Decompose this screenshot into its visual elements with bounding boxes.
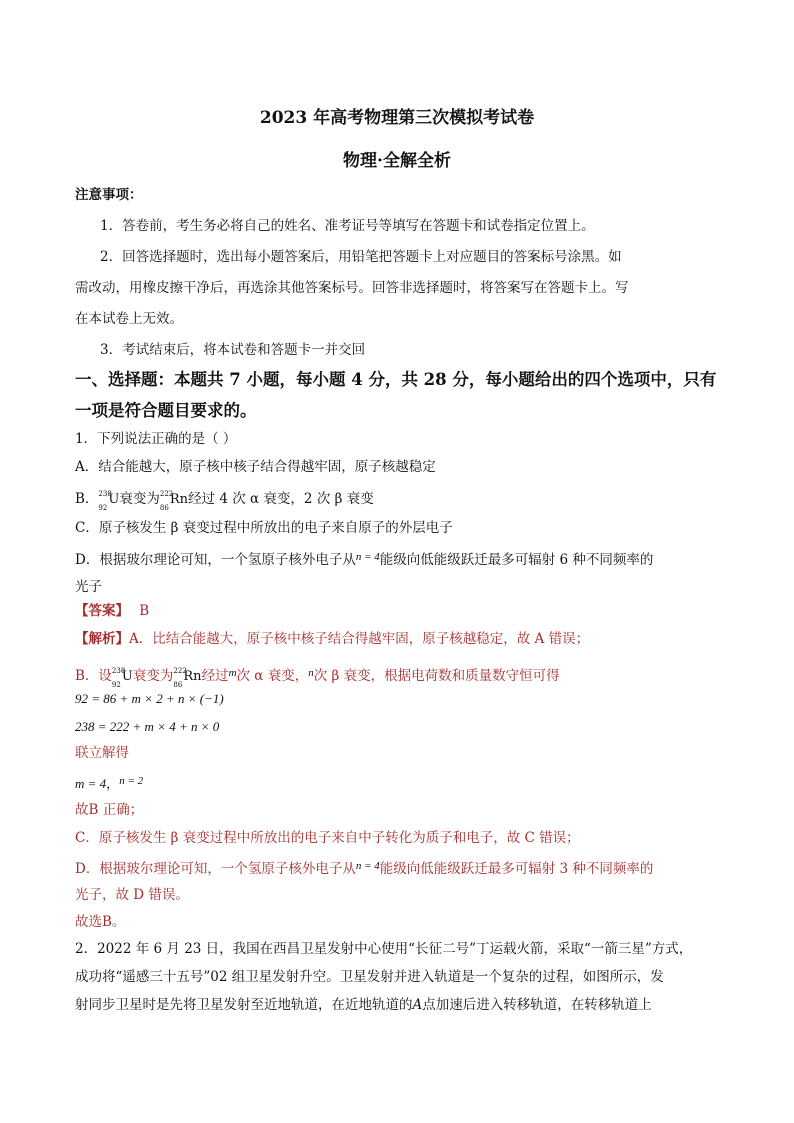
- analysis-a-text: A．比结合能越大，原子核中核子结合得越牢固，原子核越稳定，故 A 错误；: [129, 631, 590, 647]
- analysis-b-part3: 次 β 衰变，根据电荷数和质量数守恒可得: [313, 668, 560, 684]
- radon-charge-number-2: 86: [173, 681, 183, 689]
- section-heading-line-2: 一项是符合题目要求的。: [75, 401, 257, 420]
- equation-mass: 238 = 222 + m × 4 + n × 0: [75, 719, 220, 734]
- final-choice: 故选B。: [75, 914, 126, 930]
- analysis-b-conclusion: 故B 正确；: [75, 802, 144, 818]
- uranium-nuclide: [98, 490, 120, 512]
- question-1-option-c: C．原子核发生 β 衰变过程中所放出的电子来自原子的外层电子: [75, 520, 453, 536]
- uranium-mass-number: 238: [98, 490, 112, 498]
- question-2-line-2: 成功将“遥感三十五号”02 组卫星发射升空。卫星发射并进入轨道是一个复杂的过程，如图所示，发: [75, 969, 664, 985]
- radon-mass-number-2: 222: [173, 667, 187, 675]
- option-d-suffix: 能级向低能级跃迁最多可辐射 6 种不同频率的: [379, 552, 654, 568]
- equation-charge: 92 = 86 + m × 2 + n × (−1): [75, 691, 224, 706]
- analysis-d-prefix: D．根据玻尔理论可知，一个氢原子核外电子从: [75, 861, 356, 877]
- analysis-b: [75, 664, 560, 689]
- radon-symbol-2: Rn: [183, 669, 202, 684]
- n-equals-4: n = 4: [355, 551, 380, 563]
- analysis-b-mid: 衰变为: [132, 668, 174, 684]
- radon-charge-number: 86: [159, 504, 169, 512]
- answer-line: [75, 602, 149, 620]
- uranium-symbol: U: [108, 492, 120, 507]
- analysis-c: C．原子核发生 β 衰变过程中所放出的电子来自中子转化为质子和电子，故 C 错误；: [75, 830, 580, 846]
- notice-heading: 注意事项：: [75, 187, 143, 203]
- radon-symbol: Rn: [169, 492, 189, 507]
- question-1-option-b: [75, 490, 374, 512]
- question-1-option-d: [75, 548, 653, 569]
- notice-item-2-line-2: 需改动，用橡皮擦干净后，再选涂其他答案标号。回答非选择题时，将答案写在答题卡上。写: [75, 280, 629, 296]
- analysis-label: 【解析】: [75, 631, 129, 647]
- analysis-d-suffix: 能级向低能级跃迁最多可辐射 3 种不同频率的: [379, 861, 654, 877]
- n-variable: n: [308, 667, 314, 679]
- n-equals-4-analysis: n = 4: [355, 860, 380, 872]
- radon-nuclide-2: [173, 667, 202, 689]
- option-d-prefix: D．根据玻尔理论可知，一个氢原子核外电子从: [75, 552, 356, 568]
- question-1-option-a: A．结合能越大，原子核中核子结合得越牢固，原子核越稳定: [75, 459, 436, 475]
- solution-line: [75, 772, 143, 793]
- notice-item-2-line-3: 在本试卷上无效。: [75, 311, 183, 327]
- option-b-mid: 衰变为: [119, 491, 160, 507]
- question-2-line-3-suffix: 点加速后进入转移轨道，在转移轨道上: [422, 997, 652, 1013]
- notice-item-3: 3．考试结束后，将本试卷和答题卡一并交回: [100, 342, 366, 358]
- page-subtitle: 物理·全解全析: [343, 151, 451, 171]
- section-heading-line-1: 一、选择题：本题共 7 小题，每小题 4 分，共 28 分，每小题给出的四个选项中，只有: [75, 370, 717, 389]
- option-b-suffix: 经过 4 次 α 衰变，2 次 β 衰变: [188, 491, 374, 507]
- analysis-d: [75, 857, 653, 878]
- uranium-symbol-2: U: [121, 669, 133, 684]
- page-title: 2023 年高考物理第三次模拟考试卷: [259, 108, 535, 128]
- question-2-line-1: 2．2022 年 6 月 23 日，我国在西昌卫星发射中心使用“长征二号”丁运载火箭，采取“一箭三星”方式，: [75, 941, 693, 957]
- answer-value: B: [139, 603, 150, 619]
- analysis-a: [75, 630, 589, 648]
- point-a-label: A: [412, 997, 423, 1013]
- m-variable: m: [228, 667, 237, 679]
- question-1-stem: 1．下列说法正确的是（ ）: [75, 431, 237, 447]
- answer-label: 【答案】: [75, 603, 129, 619]
- uranium-charge-number-2: 92: [111, 681, 121, 689]
- question-1-option-d-line-2: 光子: [75, 579, 102, 595]
- uranium-charge-number: 92: [98, 504, 108, 512]
- uranium-mass-number-2: 238: [111, 667, 126, 675]
- solution-m: m = 4: [75, 776, 107, 791]
- solution-separator: ，: [106, 776, 120, 791]
- analysis-b-part1: 经过: [201, 668, 229, 684]
- analysis-b-prefix: B．设: [75, 668, 112, 684]
- radon-nuclide: [159, 490, 189, 512]
- question-2-line-3-prefix: 射同步卫星时是先将卫星发射至近地轨道，在近地轨道的: [75, 997, 413, 1013]
- analysis-b-part2: 次 α 衰变，: [236, 668, 309, 684]
- question-2-line-3: [75, 996, 652, 1014]
- analysis-d-line-2: 光子，故 D 错误。: [75, 887, 189, 903]
- radon-mass-number: 222: [159, 490, 174, 498]
- option-b-prefix: B．: [75, 491, 99, 507]
- notice-item-2-line-1: 2．回答选择题时，选出每小题答案后，用铅笔把答题卡上对应题目的答案标号涂黑。如: [100, 249, 622, 265]
- uranium-nuclide-2: [111, 667, 133, 689]
- notice-item-1: 1．答卷前，考生务必将自己的姓名、准考证号等填写在答题卡和试卷指定位置上。: [100, 218, 595, 234]
- solve-text: 联立解得: [75, 745, 129, 761]
- solution-n: n = 2: [119, 775, 144, 787]
